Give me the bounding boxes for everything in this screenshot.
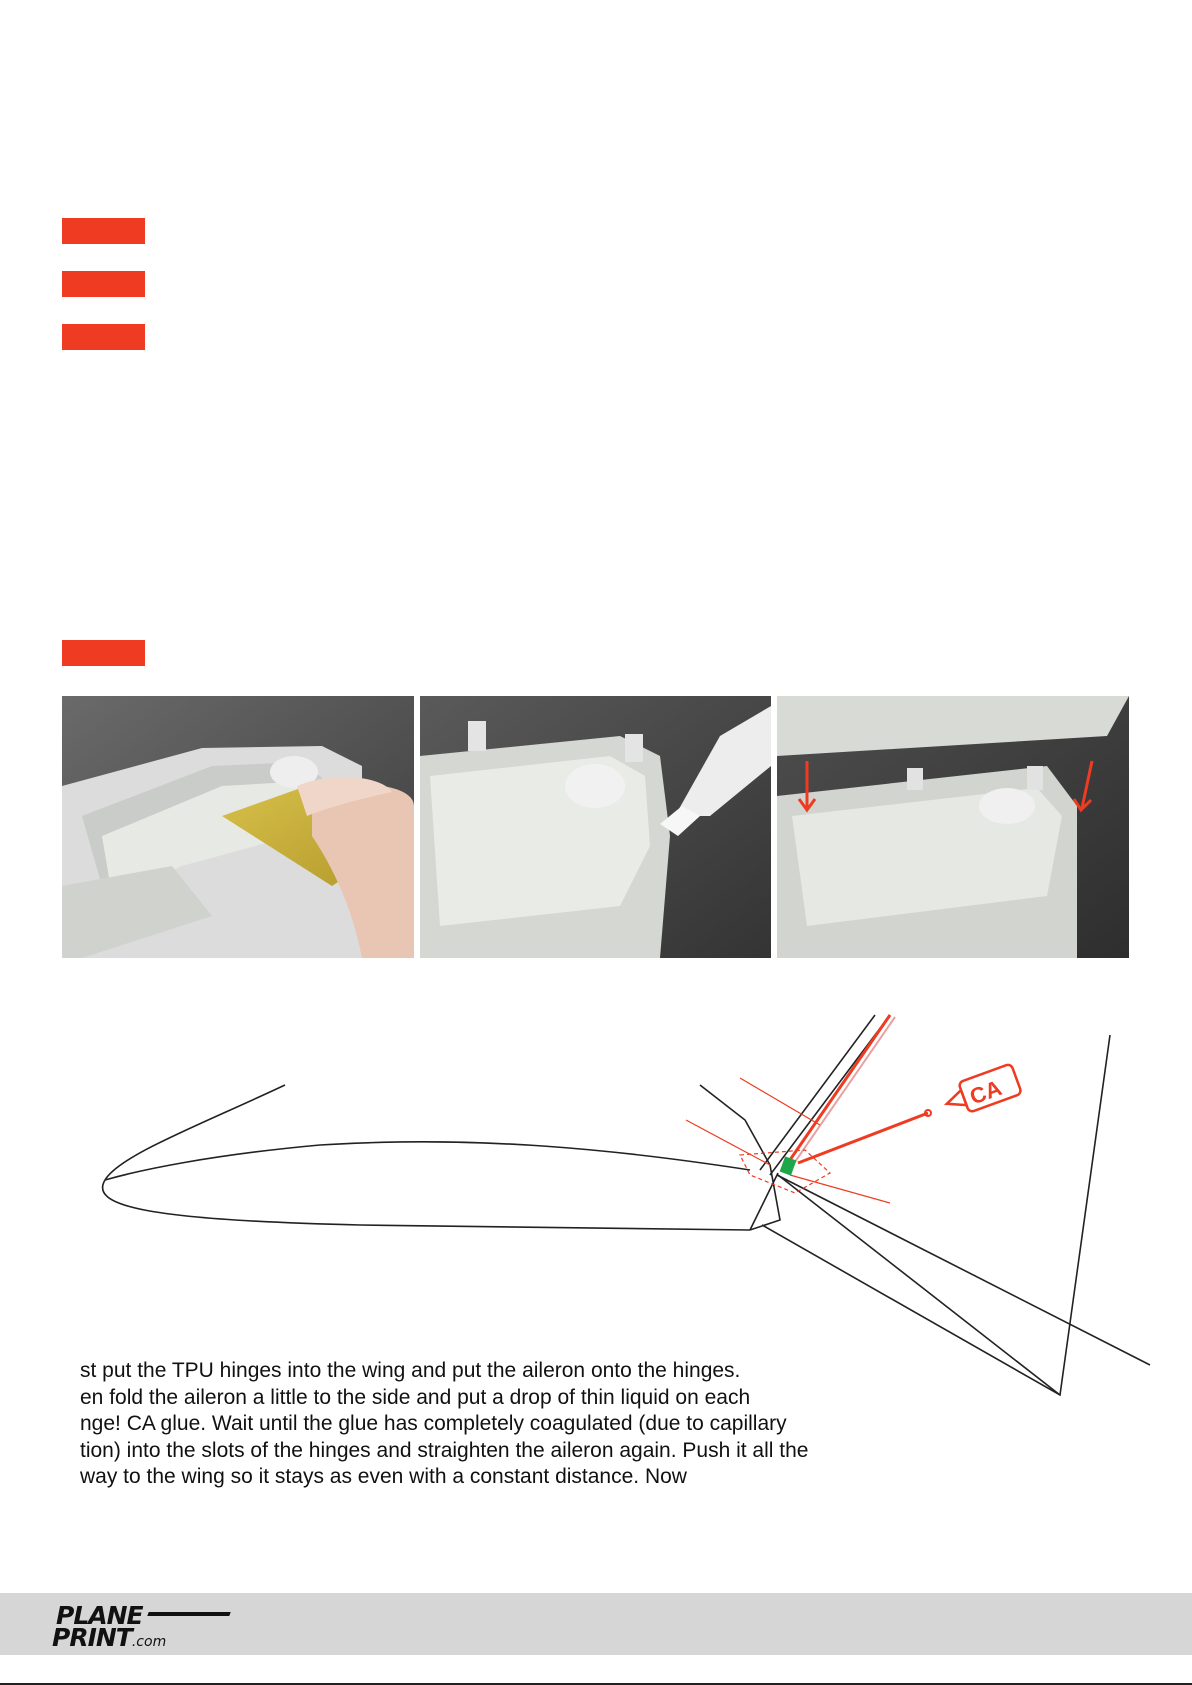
ca-label: CA [966, 1075, 1005, 1110]
section-marker [62, 271, 145, 297]
photo-aileron-fitting [777, 696, 1129, 958]
logo-line-print: PRINT.com [52, 1623, 167, 1652]
section-marker [62, 640, 145, 666]
logo-line-plane: PLANE [56, 1601, 143, 1630]
instruction-caption [80, 1358, 860, 1488]
caption-line: way to the wing so it stays as even with a constant distance. Now [80, 1465, 687, 1488]
section-marker [62, 324, 145, 350]
wing-outline [103, 1085, 780, 1230]
photo-sanding-slot [62, 696, 414, 958]
caption-line: st put the TPU hinges into the wing and put the aileron onto the hinges. [80, 1359, 741, 1382]
logo-swoosh [147, 1612, 230, 1616]
caption-line: tion) into the slots of the hinges and straighten the aileron again. Push it all the [80, 1438, 809, 1462]
caption-line: nge! CA glue. Wait until the glue has completely coagulated (due to capillary [80, 1412, 787, 1435]
planeprint-logo [52, 1601, 212, 1652]
aileron-outline [760, 1015, 875, 1170]
caption-line: en fold the aileron a little to the side and put a drop of thin liquid on each [80, 1385, 751, 1409]
photo-glue-application [420, 696, 771, 958]
section-marker [62, 218, 145, 244]
